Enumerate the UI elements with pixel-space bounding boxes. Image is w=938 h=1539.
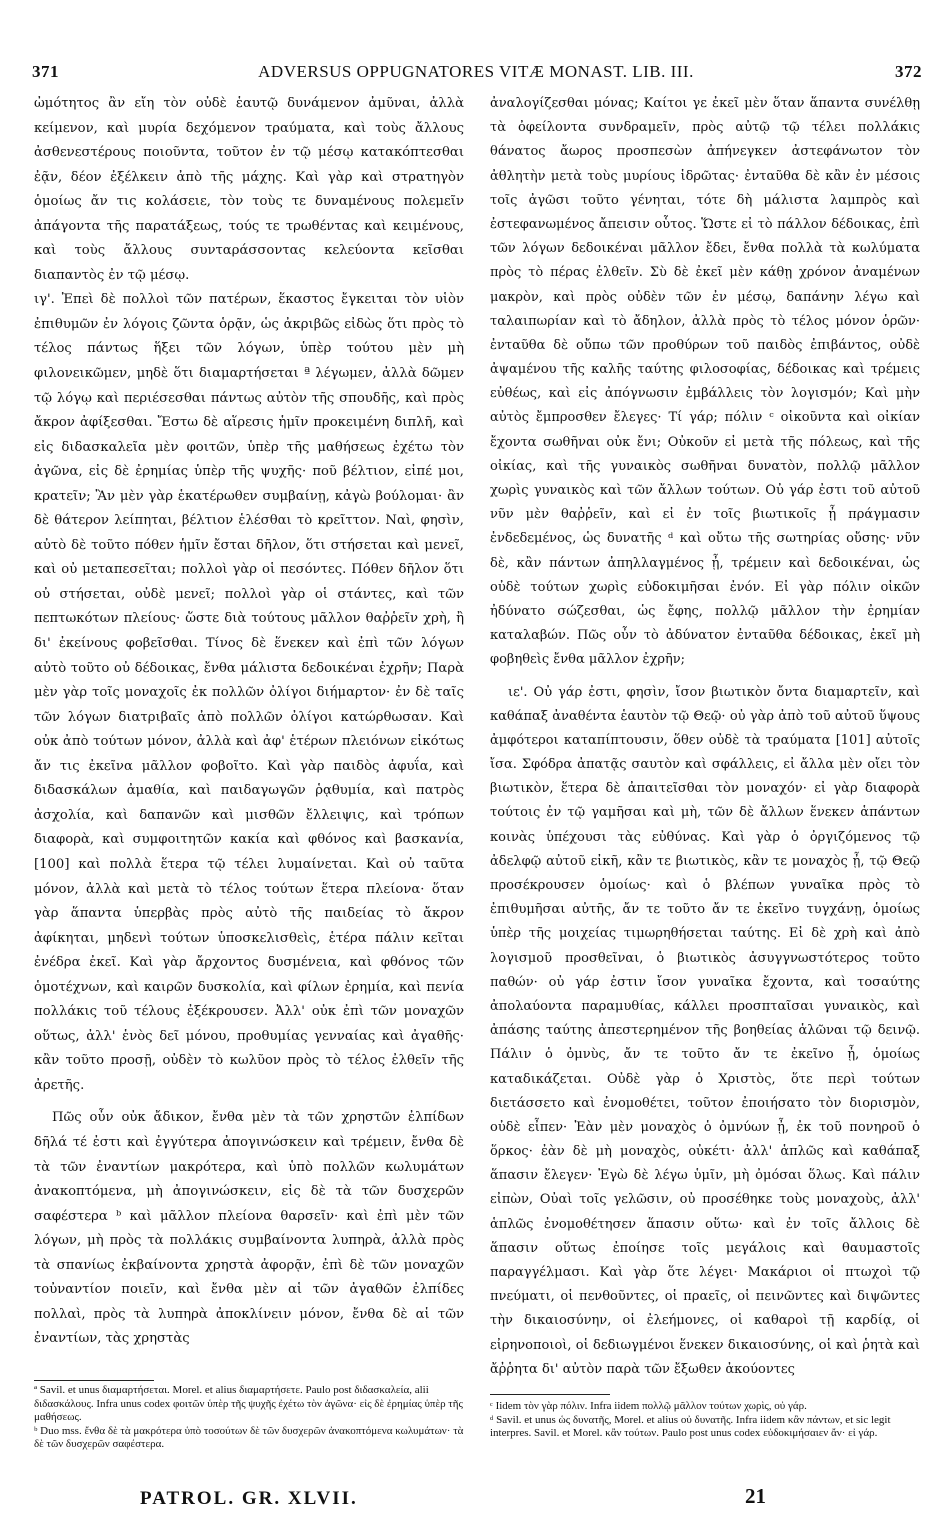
footnote-c: ᶜ Iidem τὸν γὰρ πόλιν. Infra iidem πολλῷ μᾶλλον τούτων χωρὶς, οὐ γάρ. [490, 1400, 807, 1412]
footnote-d: ᵈ Savil. et unus ὡς δυνατῆς, Morel. et alius οὐ δυνατῆς. Infra iidem κἂν πάντων, et sic legit interpres. Savil. et Morel. κἂν τούτων. Paulo post unus codex εὐδοκιμήσαιεν ἄν· εἰ γάρ. [490, 1413, 891, 1439]
footnote-a: ª Savil. et unus διαμαρτήσεται. Morel. et alius διαμαρτήσετε. Paulo post διδασκαλεία, alii διδασκάλους. Infra unus codex φοιτῶν ὑπὲρ τῆς ψυχῆς ἐχέτω τὸν ἀγῶνα· εἰς δὲ ἐρημίας ὑπὲρ τῆς μαθήσεως. [34, 1384, 463, 1423]
footnotes-right [490, 1400, 920, 1441]
footnote-b: ᵇ Duo mss. ἔνθα δὲ τὰ μακρότερα ὑπὸ τοσούτων δὲ τῶν δυσχερῶν ἀνακοπτόμενα κωλυμάτων· τὰ δὲ τῶν δυσχερῶν σαφέστερα. [34, 1424, 464, 1450]
printer-signature: PATROL. GR. XLVII. [140, 1488, 358, 1509]
sheet-number: 21 [745, 1484, 766, 1508]
running-title: ADVERSUS OPPUGNATORES VITÆ MONAST. LIB. III. [258, 62, 694, 81]
page [30, 0, 922, 1539]
left-paragraph-3: Πῶς οὖν οὐκ ἄδικον, ἔνθα μὲν τὰ τῶν χρηστῶν ἐλπίδων δῆλά τέ ἐστι καὶ ἐγγύτερα ἀπογινώσκειν καὶ τρέμειν, ἔνθα δὲ τὰ τῶν ἐναντίων μακρότερα, καὶ ὑπὸ πολλῶν κωλυμάτων ἀνακοπτόμενα, μὴ ἀπογινώσκειν, εἰς δὲ τὰ τῶν δυσχερῶν σαφέστερα ᵇ καὶ μᾶλλον πλείονα θαρσεῖν· καὶ ἐπὶ μὲν τῶν λόγων, μὴ πρὸς τὰ πολλάκις συμβαίνοντα λυπηρὰ, ἀλλὰ πρὸς τὰ σπανίως ἐκβαίνοντα χρηστὰ ἀφορᾷν, ἐπὶ δὲ τῶν μοναχῶν τοὐναντίον ποιεῖν, καὶ ἔνθα μὲν αἱ τῶν ἀγαθῶν ἐλπίδες πολλαὶ, πρὸς τὰ λυπηρὰ ἀποκλίνειν μόνον, ἔνθα δὲ αἱ τῶν ἐναντίων, τὰς χρηστὰς [34, 1110, 464, 1347]
running-header [30, 62, 922, 86]
page-number-right: 372 [895, 62, 922, 81]
footnote-divider-right [490, 1394, 610, 1395]
left-column [34, 92, 464, 1352]
right-column [490, 92, 920, 1382]
right-paragraph-1: ἀναλογίζεσθαι μόνας; Καίτοι γε ἐκεῖ μὲν ὅταν ἅπαντα συνέλθῃ τὰ ὀφείλοντα συνδραμεῖν, πρὸς αὐτῷ τῷ τέλει πολλάκις θάνατος ἄωρος προσπεσὼν ἀπήνεγκεν ἀστεφάνωτον τὸν ἀθλητὴν μετὰ τοὺς μυρίους ἱδρῶτας· ἐνταῦθα δὲ κἂν ἐν μέσοις τοῖς ἀγῶσι τοῦτο γένηται, τότε δὴ μάλιστα λαμπρὸς καὶ ἐστεφανωμένος ἄπεισιν οὗτος. Ὥστε εἰ τὸ πάλλον δέδοικας, ἐπὶ τῶν λόγων δεδοικέναι μᾶλλον ἔδει, ἔνθα πολλὰ τὰ κωλύματα πρὸς τὸ πέρας ἐλθεῖν. Σὺ δὲ ἐκεῖ μὲν κάθῃ χρόνον ἀναμένων μακρὸν, καὶ πρὸς οὐδὲν τῶν ἐν μέσῳ, δαπάνην λέγω καὶ ταλαιπωρίαν καὶ τὸ ἄδηλον, ἀλλὰ πρὸς τὸ τέλος μόνον ὁρῶν· ἐνταῦθα δὲ οὔπω τῶν προθύρων τοῦ παιδὸς ἐπιβάντος, οὐδὲ ἀψαμένου τῆς καλῆς ταύτης φιλοσοφίας, δέδοικας καὶ τρέμεις εὐθέως, καὶ εἰς ἀπόγνωσιν ἐμβάλλεις τὸν λογισμόν; Καὶ μὴν αὐτὸς ἔμπροσθεν ἔλεγες· Τί γάρ; πόλιν ᶜ οἰκοῦντα καὶ οἰκίαν ἔχοντα σωθῆναι οὐκ ἔνι; Οὐκοῦν εἰ μετὰ τῆς πόλεως, καὶ τῆς οἰκίας, καὶ τῆς γυναικὸς σωθῆναι δυνατὸν, πολλῷ μᾶλλον χωρὶς γυναικὸς καὶ τῶν ἄλλων τούτων. Οὐ γάρ ἐστι τοῦ αὐτοῦ νῦν μὲν θαῤῥεῖν, καὶ εἰ ἐν τοῖς βιωτικοῖς ᾖ πράγμασιν ἐνδεδεμένος, ὡς δυνατῆς ᵈ καὶ οὔτω τῆς σωτηρίας οὔσης· νῦν δὲ, κἂν πάντων ἀπηλλαγμένος ᾖ, τρέμειν καὶ δεδοικέναι, ὡς οὐδὲ τούτων χωρὶς εὐδοκιμῆσαι ἐνόν. Εἰ γὰρ πόλιν οἰκῶν ἠδύνατο σώζεσθαι, ὡς ἔφης, πολλῷ μᾶλλον τὴν ἐρημίαν καταλαβών. Πῶς οὖν τὸ ἀδύνατον ἐνταῦθα δέδοικας, ἐκεῖ μὴ φοβηθεὶς ἔνθα μᾶλλον ἐχρῆν; [490, 96, 920, 668]
left-paragraph-2: ιγ'. Ἐπεὶ δὲ πολλοὶ τῶν πατέρων, ἕκαστος ἔγκειται τὸν υἱὸν ἐπιθυμῶν ἐν λόγοις ζῶντα ὁρᾷν, ὡς ἀκριβῶς εἰδὼς ὅτι πρὸς τὸ τέλος πάντως ἥξει τῶν λόγων, ὑπὲρ τούτου μὲν μὴ φιλονεικῶμεν, μηδὲ ὅτι διαμαρτήσεται ª λέγωμεν, ἀλλὰ δῶμεν τῷ λόγῳ καὶ περιέσεσθαι πάντως αὐτὸν τῆς σπουδῆς, καὶ πρὸς ἄκρον ἀφίξεσθαι. Ἔστω δὲ αἵρεσις ἡμῖν προκειμένη διπλῆ, καὶ εἰς διδασκαλεῖα μὲν φοιτῶν, ὑπὲρ τῆς μαθήσεως ἐχέτω τὸν ἀγῶνα, εἰς δὲ ἐρημίας ὑπὲρ τῆς ψυχῆς· ποῦ βέλτιον, εἰπέ μοι, κρατεῖν; Ἂν μὲν γὰρ ἑκατέρωθεν συμβαίνῃ, κἀγὼ βούλομαι· ἂν δὲ θάτερον λείπηται, βέλτιον ἑλέσθαι τὸ κρεῖττον. Ναὶ, φησὶν, αὐτὸ δὲ τοῦτο πόθεν ἡμῖν ἔσται δῆλον, ὅτι στήσεται καὶ μενεῖ, καὶ οὐ μεταπεσεῖται; πολλοὶ γὰρ οἱ πεσόντες. Πόθεν δῆλον ὅτι οὐ στήσεται, οὐδὲ μενεῖ; πολλοὶ γὰρ οἱ στάντες, καὶ τῶν πεπτωκότων πλείους· ὥστε διὰ τούτους μᾶλλον θαῤῥεῖν χρὴ, ἢ δι' ἐκείνους φοβεῖσθαι. Τίνος δὲ ἕνεκεν καὶ ἐπὶ τῶν λόγων αὐτὸ τοῦτο οὐ δέδοικας, ἔνθα μάλιστα δεδοικέναι ἐχρῆν; Παρὰ μὲν γὰρ τοῖς μοναχοῖς ἐκ πολλῶν ὀλίγοι διήμαρτον· ἐν δὲ ταῖς τῶν λόγων διατριβαῖς ἀπὸ πολλῶν ὀλίγοι κατώρθωσαν. Καὶ οὐκ ἀπὸ τούτων μόνον, ἀλλὰ καὶ ἀφ' ἑτέρων πλειόνων εἰκότως ἄν τις ἐκεῖνα μᾶλλον φοβοῖτο. Καὶ γὰρ παιδὸς ἀφυΐα, καὶ διδασκάλων ἀμαθία, καὶ παιδαγωγῶν ῥᾳθυμία, καὶ πατρὸς ἀσχολία, καὶ δαπανῶν καὶ μισθῶν ἔλλειψις, καὶ τρόπων διαφορὰ, καὶ συμφοιτητῶν κακία καὶ φθόνος καὶ βασκανία, [100] καὶ πολλὰ ἕτερα τῷ τέλει λυμαίνεται. Καὶ οὐ ταῦτα μόνον, ἀλλὰ καὶ μετὰ τὸ τέλος τούτων ἕτερα πλείονα· ὅταν γὰρ ἅπαντα ὑπερβὰς πρὸς αὐτὸ τῆς παιδείας τὸ ἄκρον ἀφίκηται, μηδενὶ τούτων ὑποσκελισθεὶς, ἑτέρα πάλιν κεῖται ἐνέδρα ἐκεῖ. Καὶ γὰρ ἄρχοντος δυσμένεια, καὶ φθόνος τῶν ὁμοτέχνων, καὶ καιρῶν δυσκολία, καὶ φίλων ἐρημία, καὶ πενία πολλάκις τοῦ τέλους ἐξέκρουσεν. Ἀλλ' οὐκ ἐπὶ τῶν μοναχῶν οὕτως, ἀλλ' ἑνὸς δεῖ μόνου, προθυμίας γενναίας καὶ ἀγαθῆς· κἂν τοῦτο προσῇ, οὐδὲν τὸ κωλῦον πρὸς τὸ τέλος ἐλθεῖν τῆς ἀρετῆς. [34, 292, 464, 1093]
left-paragraph-1: ὠμότητος ἂν εἴη τὸν οὐδὲ ἑαυτῷ δυνάμενον ἀμῦναι, ἀλλὰ κείμενον, καὶ μυρία δεχόμενον τραύματα, καὶ τοὺς ἄλλους ἀσθενεστέρους ποιοῦντα, τοῦτον ἐν τῷ μέσῳ κατακόπτεσθαι ἐᾷν, δέον ἐξέλκειν ἀπὸ τῆς μάχης. Καὶ γὰρ καὶ στρατηγὸν ὁμοίως ἄν τις κολάσειε, τὸν τοὺς τε δυναμένους πολεμεῖν ἀπάγοντα τῆς παρατάξεως, τούς τε τρωθέντας καὶ κειμένους, καὶ τοὺς ἄλλους συνταράσσοντας κελεύοντα κεῖσθαι διαπαντὸς ἐν τῷ μέσῳ. [34, 96, 464, 283]
footnotes-left [34, 1384, 464, 1452]
footnote-divider-left [34, 1380, 154, 1381]
right-paragraph-2: ιε'. Οὐ γάρ ἐστι, φησὶν, ἴσον βιωτικὸν ὄντα διαμαρτεῖν, καὶ καθάπαξ ἀναθέντα ἑαυτὸν τῷ Θεῷ· οὐ γὰρ ἀπὸ τοῦ αὐτοῦ ὕψους ἀμφότεροι καταπίπτουσιν, ὅθεν οὐδὲ τὰ τραύματα [101] αὐτοῖς ἴσα. Σφόδρα ἀπατᾷς σαυτὸν καὶ σφάλλεις, εἰ ἄλλα μὲν οἴει τὸν βιωτικὸν, ἕτερα δὲ ἀπαιτεῖσθαι τὸν μοναχόν· εἰ γὰρ διαφορὰ τούτοις ἐν τῷ γαμῆσαι καὶ μὴ, τῶν δὲ ἄλλων ἕνεκεν ἁπάντων κοινὰς ὑπέχουσι τὰς εὐθύνας. Καὶ γὰρ ὁ ὀργιζόμενος τῷ ἀδελφῷ αὐτοῦ εἰκῆ, κἂν τε βιωτικὸς, κἂν τε μοναχὸς ᾖ, τῷ Θεῷ προσέκρουσεν ὁμοίως· καὶ ὁ βλέπων γυναῖκα πρὸς τὸ ἐπιθυμῆσαι αὐτῆς, ἄν τε τοῦτο ἄν τε ἐκεῖνο τυγχάνῃ, ὁμοίως ὑπὲρ τῆς μοιχείας τιμωρηθήσεται ταύτης. Εἰ δὲ χρὴ καὶ ἀπὸ λογισμοῦ προσθεῖναι, ὁ βιωτικὸς ἀσυγγνωστότερος τοῦτο παθών· οὐ γάρ ἐστιν ἴσον γυναῖκα ἔχοντα, καὶ τοσαύτης ἀπολαύοντα παραμυθίας, κάλλει προσπταῖσαι γυναικὸς, καὶ ἀπάσης ταύτης ἀπεστερημένον τῆς βοηθείας ἁλῶναι τῷ δεινῷ. Πάλιν ὁ ὀμνὺς, ἄν τε τοῦτο ἄν τε ἐκεῖνο ᾖ, ὁμοίως καταδικάζεται. Οὐδὲ γὰρ ὁ Χριστὸς, ὅτε περὶ τούτων διετάσσετο καὶ ἐνομοθέτει, τοῦτον ἐποιήσατο τὸν διορισμὸν, οὐδὲ εἶπεν· Ἐὰν μὲν μοναχὸς ὁ ὀμνύων ᾖ, ἐκ τοῦ πονηροῦ ὁ ὅρκος· ἐὰν δὲ μὴ μοναχὸς, οὐκέτι· ἀλλ' ἁπλῶς καὶ καθάπαξ ἅπασιν ἔλεγεν· Ἐγὼ δὲ λέγω ὑμῖν, μὴ ὀμόσαι ὅλως. Καὶ πάλιν εἰπὼν, Οὐαὶ τοῖς γελῶσιν, οὐ προσέθηκε τοὺς μοναχοὺς, ἀλλ' ἁπλῶς ἐνομοθέτησεν ἅπασιν οὕτω· καὶ ἐν τοῖς ἄλλοις δὲ ἅπασιν οὕτως ἐποίησε τοῖς μεγάλοις καὶ θαυμαστοῖς παραγγέλμασι. Καὶ γὰρ ὅτε λέγει· Μακάριοι οἱ πτωχοὶ τῷ πνεύματι, οἱ πενθοῦντες, οἱ πραεῖς, οἱ πεινῶντες καὶ διψῶντες τὴν δικαιοσύνην, οἱ ἐλεήμονες, οἱ καθαροὶ τῇ καρδίᾳ, οἱ εἰρηνοποιοὶ, οἱ δεδιωγμένοι ἕνεκεν δικαιοσύνης, οἱ καὶ ῥητὰ καὶ ἄῤῥητα δι' αὐτὸν παρὰ τῶν ἔξωθεν ἀκούοντες [490, 684, 920, 1377]
page-number-left: 371 [32, 62, 59, 81]
